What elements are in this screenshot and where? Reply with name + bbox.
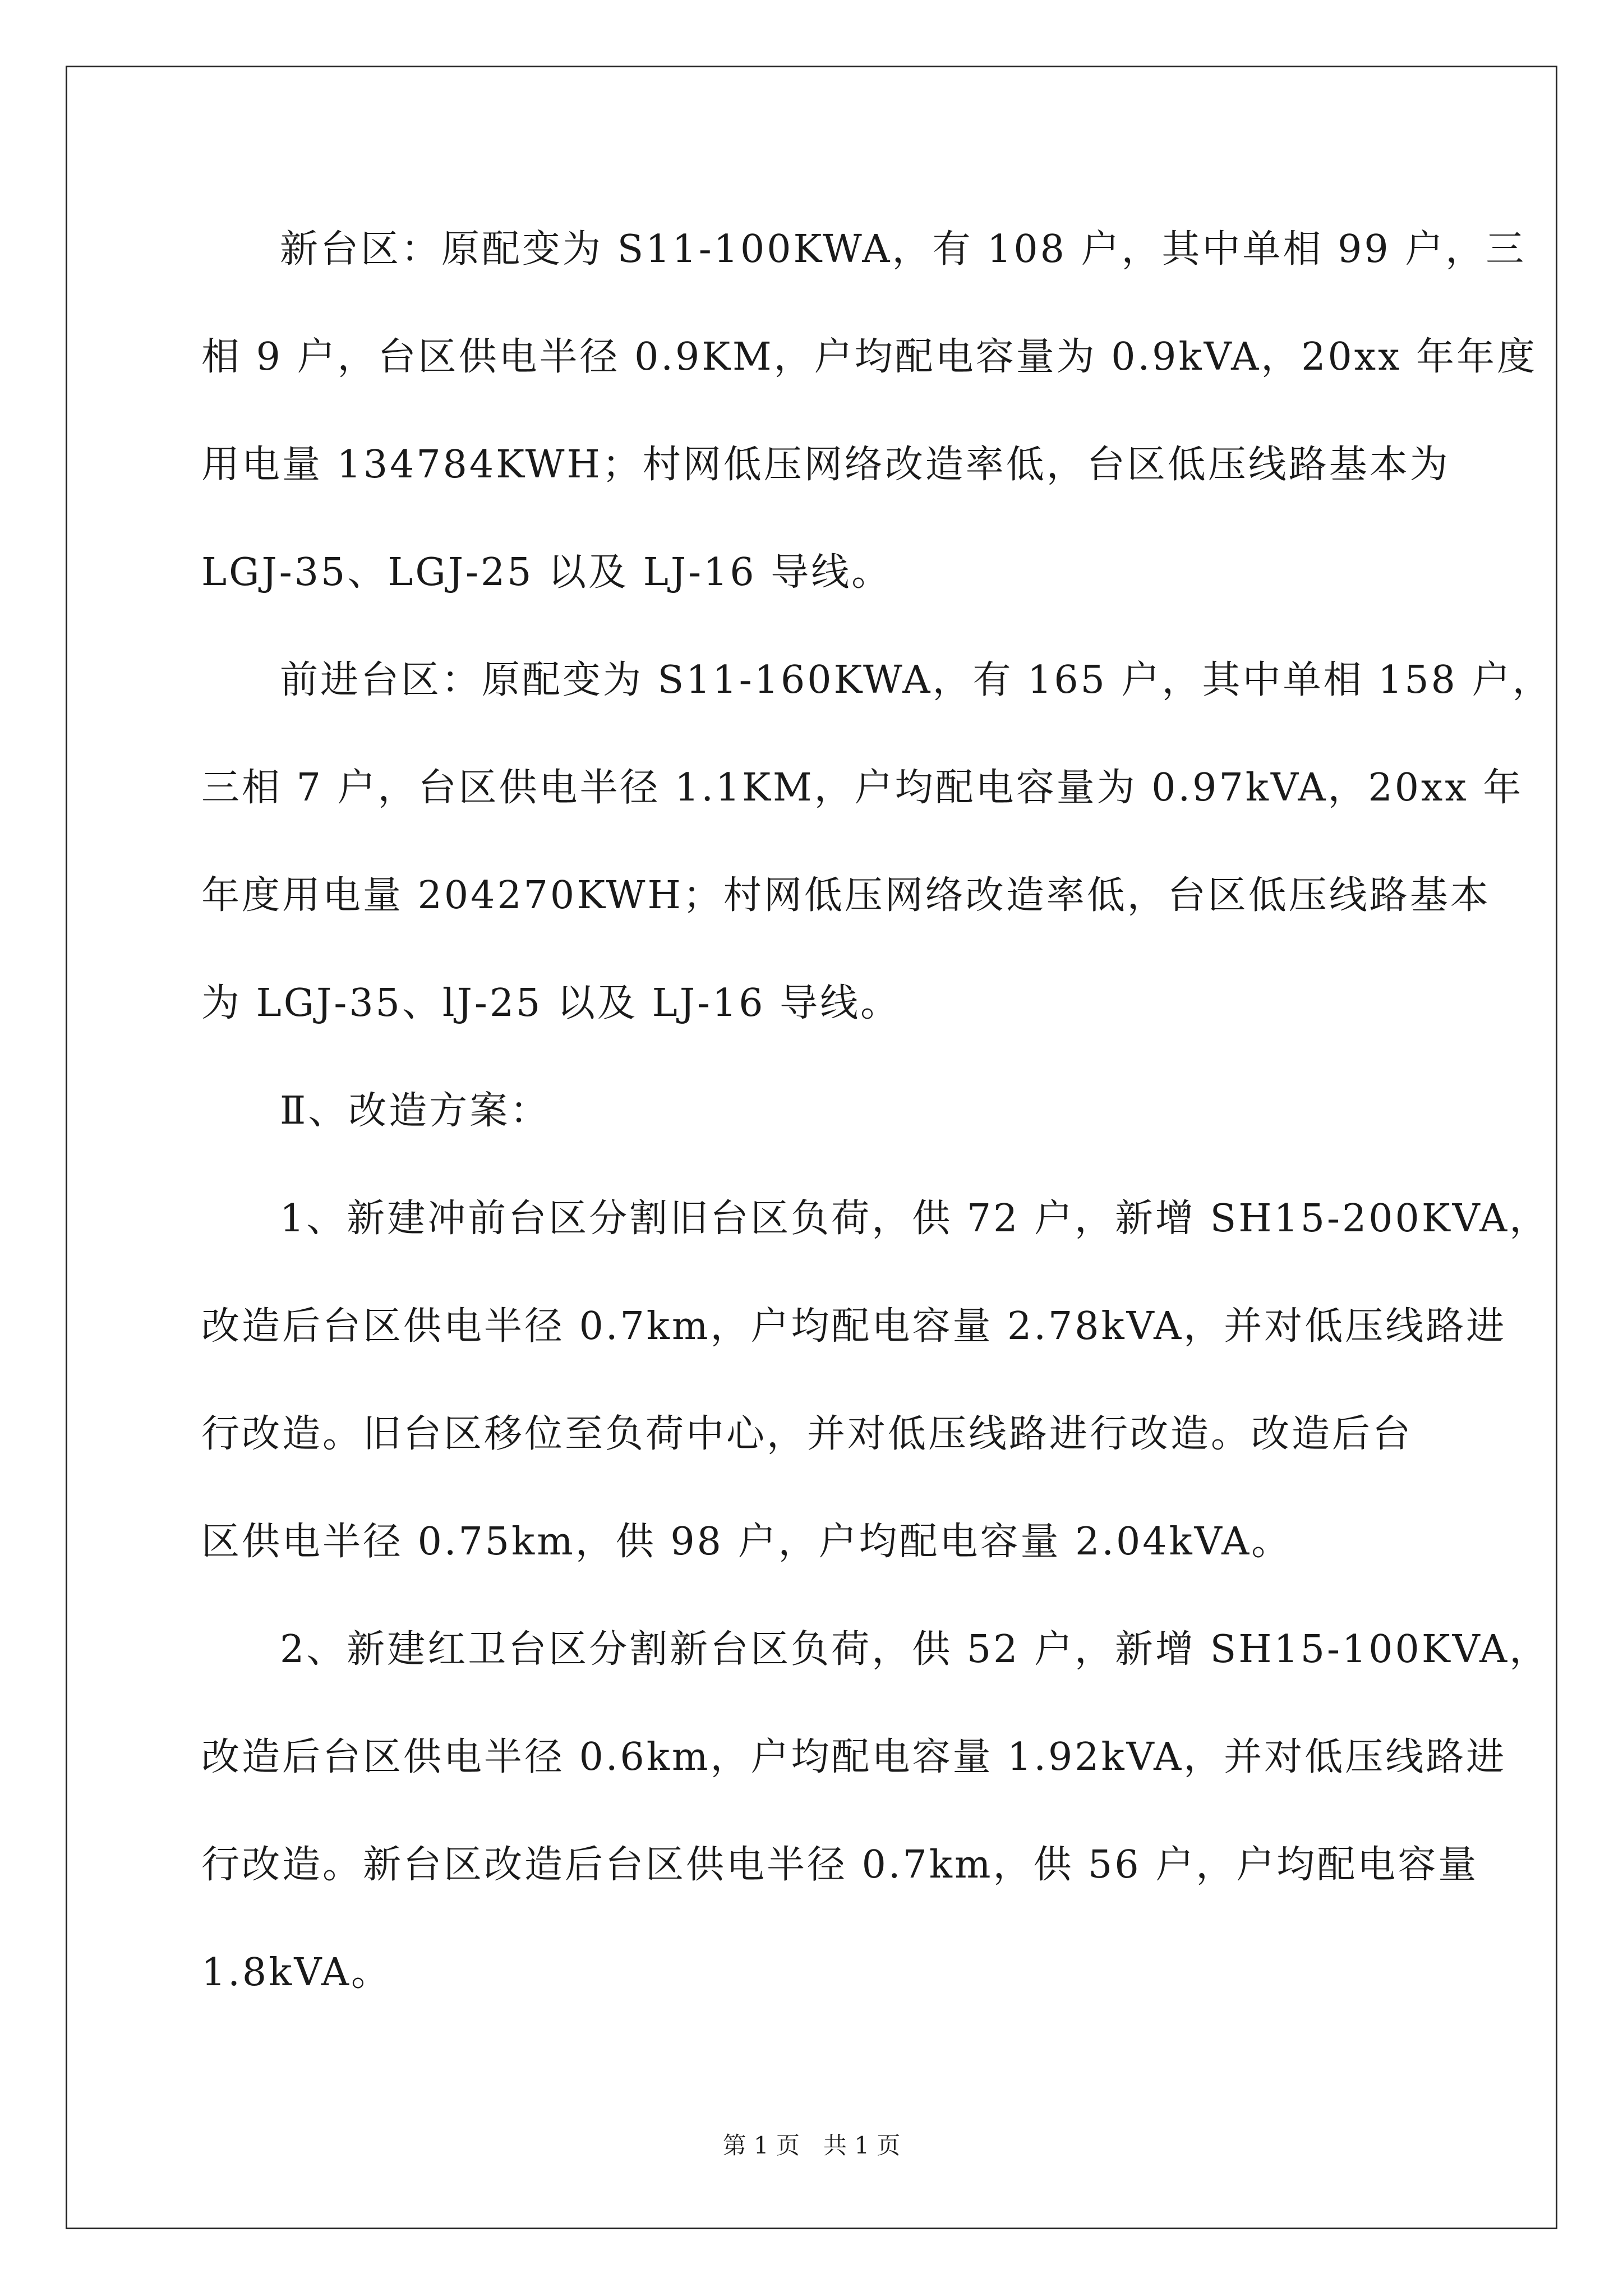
section-heading: Ⅱ、改造方案： (280, 1089, 551, 1133)
text-line: 改造后台区供电半径 0.6km，户均配电容量 1.92kVA，并对低压线路进 (201, 1735, 1507, 1779)
text-line: 前进台区：原配变为 S11-160KWA，有 165 户，其中单相 158 户， (280, 658, 1553, 702)
text-line: 年度用电量 204270KWH；村网低压网络改造率低，台区低压线路基本 (201, 873, 1491, 918)
text-line: 三相 7 户，台区供电半径 1.1KM，户均配电容量为 0.97kVA，20xx 年 (201, 766, 1524, 810)
text-line: 行改造。旧台区移位至负荷中心，并对低压线路进行改造。改造后台 (201, 1412, 1413, 1456)
text-line: 行改造。新台区改造后台区供电半径 0.7km，供 56 户，户均配电容量 (201, 1843, 1479, 1887)
document-body (201, 224, 1553, 2055)
text-line: 相 9 户，台区供电半径 0.9KM，户均配电容量为 0.9kVA，20xx 年年度 (201, 335, 1538, 379)
text-line: 1、新建冲前台区分割旧台区负荷，供 72 户，新增 SH15-200KVA， (280, 1197, 1550, 1241)
page-footer: 第 1 页 共 1 页 (722, 2132, 901, 2159)
text-line: 改造后台区供电半径 0.7km，户均配电容量 2.78kVA，并对低压线路进 (201, 1304, 1507, 1349)
text-line: 新台区：原配变为 S11-100KWA，有 108 户，其中单相 99 户，三 (280, 227, 1527, 272)
text-line: 用电量 134784KWH；村网低压网络改造率低，台区低压线路基本为 (201, 443, 1450, 487)
text-line: 为 LGJ-35、lJ-25 以及 LJ-16 导线。 (201, 981, 901, 1025)
text-line: 1.8kVA。 (201, 1950, 391, 1995)
text-line: 区供电半径 0.75km，供 98 户，户均配电容量 2.04kVA。 (201, 1520, 1292, 1564)
text-line: LGJ-35、LGJ-25 以及 LJ-16 导线。 (201, 550, 892, 595)
text-line: 2、新建红卫台区分割新台区负荷，供 52 户，新增 SH15-100KVA， (280, 1627, 1550, 1672)
